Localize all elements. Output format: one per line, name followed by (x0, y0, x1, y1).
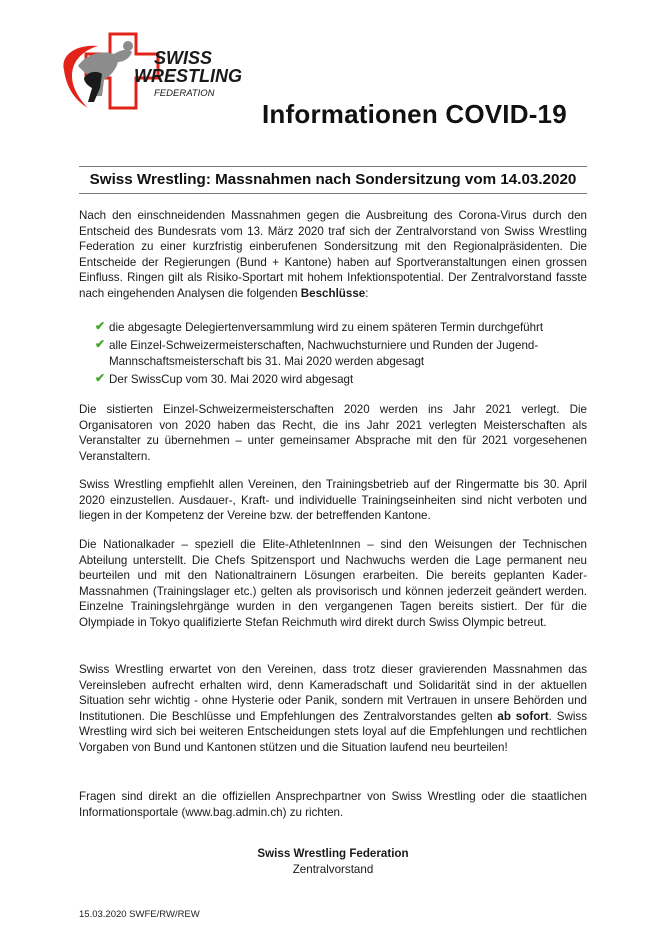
paragraph-5-bold: ab sofort (497, 709, 549, 723)
paragraph-3-text: Swiss Wrestling empfiehlt allen Vereinen, den Trainingsbetrieb auf der Ringermatte bis 30. April 2020 einzustellen. Ausdauer-, Kraft- und individuelle Trainingseinheiten sind nicht verboten und liegen in der Kompetenz der Vereine bzw. der betreffenden Kantone. (79, 478, 587, 523)
paragraph-6-text: Fragen sind direkt an die offiziellen Ansprechpartner von Swiss Wrestling oder die staatlichen Informationsportale (www.bag.admin.ch) zu richten. (79, 790, 587, 819)
wrestler-dark-icon (84, 72, 102, 102)
paragraph-5 (79, 662, 587, 756)
intro-paragraph (79, 208, 587, 302)
swiss-wrestling-logo (58, 30, 242, 112)
signature-org: Swiss Wrestling Federation (257, 847, 409, 860)
intro-bold: Beschlüsse (300, 286, 366, 300)
logo-line-2: WRESTLING (134, 66, 242, 86)
list-item-text: Der SwissCup vom 30. Mai 2020 wird abgesagt (109, 372, 354, 386)
paragraph-5-end: . Swiss Wrestling wird sich bei weiteren Entscheidungen stets loyal auf die Empfehlungen und rechtlichen Vorgaben von Bund und Kantonen stützen und die Situation laufend neu beurteilen! (79, 709, 588, 754)
list-item (95, 338, 587, 369)
signature-dept: Zentralvorstand (292, 862, 374, 876)
paragraph-3 (79, 477, 587, 524)
wrestler-head-icon (123, 41, 133, 51)
paragraph-5-text: Swiss Wrestling erwartet von den Vereinen, dass trotz dieser gravierenden Massnahmen das Vereinsleben aufrecht erhalten wird, denn Kameradschaft und Solidarität sind in der aktuellen Situation sehr wichtig - ohne Hysterie oder Panik, sondern mit Vertrauen in unsere Behörden und Institutionen. Die Beschlüsse und Empfehlungen des Zentralvorstandes gelten (79, 663, 587, 723)
list-item-text: alle Einzel-Schweizermeisterschaften, Nachwuchsturniere und Runden der Jugend-Mannschaftsmeisterschaft bis 31. Mai 2020 werden abgesagt (109, 339, 539, 368)
signature-block (0, 846, 666, 877)
paragraph-4-text: Die Nationalkader – speziell die Elite-AthletenInnen – sind den Weisungen der Technischen Abteilung unterstellt. Die Chefs Spitzensport und Nachwuchs werden die Lage permanent neu beurteilen und mit den Nationaltrainern Lösungen erarbeiten. Die bereits geplanten Kader-Massnahmen (Trainingslager etc.) gelten als provisorisch und können jederzeit geändert werden. Einzelne Trainingslehrgänge wurden in den vergangenen Tagen bereits sistiert. Der für die Olympiade in Tokyo qualifizierte Stefan Reichmuth wird direkt durch Swiss Olympic betreut. (79, 538, 587, 629)
paragraph-6 (79, 789, 587, 820)
checkmark-icon: ✔ (95, 370, 106, 385)
intro-end: : (365, 286, 369, 300)
list-item (95, 320, 587, 336)
subtitle: Swiss Wrestling: Massnahmen nach Sondersitzung vom 14.03.2020 (89, 171, 577, 188)
logo-line-1: SWISS (154, 48, 213, 68)
logo-graphic (58, 30, 242, 112)
page-title: Informationen COVID-19 (262, 99, 567, 129)
logo-line-3: FEDERATION (154, 88, 215, 99)
checkmark-icon: ✔ (95, 337, 106, 352)
footer-reference: 15.03.2020 SWFE/RW/REW (79, 909, 200, 920)
list-item (95, 372, 587, 388)
paragraph-2 (79, 402, 587, 464)
list-item-text: die abgesagte Delegiertenversammlung wird zu einem späteren Termin durchgeführt (109, 321, 544, 334)
decision-list (95, 320, 587, 390)
checkmark-icon: ✔ (95, 319, 106, 333)
subtitle-bar (79, 166, 587, 194)
paragraph-4 (79, 537, 587, 631)
paragraph-2-text: Die sistierten Einzel-Schweizermeisterschaften 2020 werden ins Jahr 2021 verlegt. Die Organisatoren von 2020 haben das Recht, die ins Jahr 2021 verlegten Meisterschaften als Veranstalter zu übernehmen – unter gemeinsamer Absprache mit den für 2021 vorgesehenen Veranstaltern. (79, 403, 587, 463)
intro-text: Nach den einschneidenden Massnahmen gegen die Ausbreitung des Corona-Virus durch den Entscheid des Bundesrats vom 13. März 2020 traf sich der Zentralvorstand von Swiss Wrestling Federation zu einer kurzfristig einberufenen Sondersitzung mit den Regionalpräsidenten. Die Entscheide der Regierungen (Bund + Kantone) haben auf Sportveranstaltungen einen grossen Einfluss. Ringen gilt als Risiko-Sportart mit hohem Infektionspotential. Der Zentralvorstand fasste nach eingehenden Analysen die folgenden (79, 209, 587, 300)
